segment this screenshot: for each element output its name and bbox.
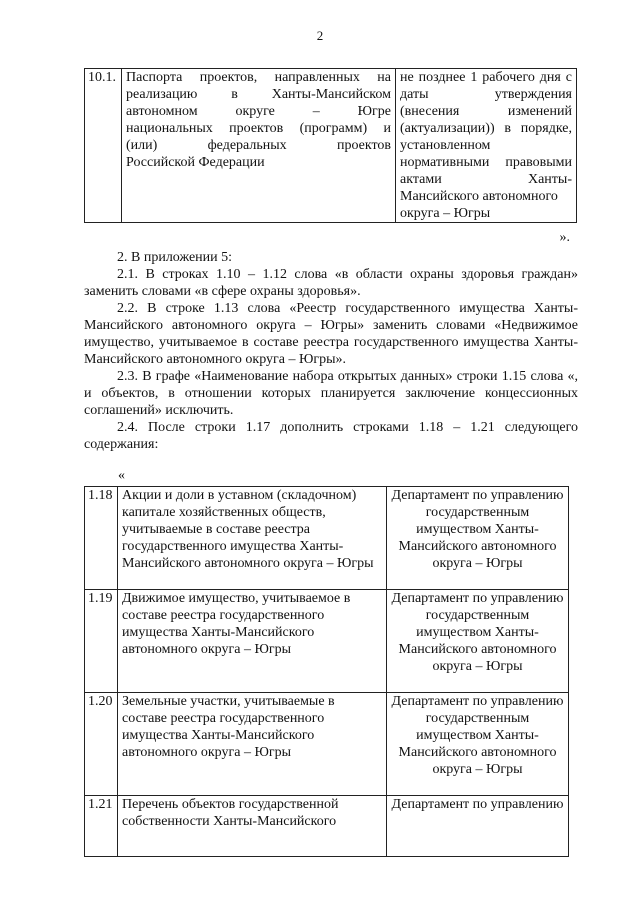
table-row xyxy=(85,590,569,693)
table-row-10-1 xyxy=(84,68,577,223)
row-term-cell xyxy=(396,69,577,223)
row-department: Департамент по управлению государственным имуществом Ханты-Мансийского автономного округа – Югры xyxy=(387,693,569,796)
name-line: реализацию в Ханты-Мансийском xyxy=(126,87,391,102)
row-department: Департамент по управлению xyxy=(387,796,569,857)
term-line: (актуализации)) в порядке, xyxy=(400,121,572,136)
term-line: (внесения изменений xyxy=(400,104,572,119)
name-line: Российской Федерации xyxy=(126,155,265,170)
row-number: 1.18 xyxy=(85,487,118,590)
row-name: Акции и доли в уставном (складочном) капитале хозяйственных обществ, учитываемые в составе реестра государственного имущества Ханты-Мансийского автономного округа – Югры xyxy=(118,487,387,590)
name-line: Паспорта проектов, направленных на xyxy=(126,70,391,85)
name-line: национальных проектов (программ) и xyxy=(126,121,391,136)
name-line: автономном округе – Югре xyxy=(126,104,391,119)
row-name: Перечень объектов государственной собственности Ханты-Мансийского xyxy=(118,796,387,857)
added-rows-table xyxy=(84,486,569,857)
name-line: (или) федеральных проектов xyxy=(126,138,391,153)
term-line: актами Ханты- xyxy=(400,172,572,187)
paragraph: 2.4. После строки 1.17 дополнить строками 1.18 – 1.21 следующего содержания: xyxy=(84,420,578,452)
paragraph: 2. В приложении 5: xyxy=(117,250,233,265)
term-line: Мансийского автономного округа – Югры xyxy=(400,189,558,221)
term-line: даты утверждения xyxy=(400,87,572,102)
closing-quote: ». xyxy=(559,230,570,245)
table-row xyxy=(85,796,569,857)
term-line: не позднее 1 рабочего дня с xyxy=(400,70,572,85)
row-number: 1.21 xyxy=(85,796,118,857)
row-number: 10.1. xyxy=(85,69,122,223)
row-name-cell xyxy=(122,69,396,223)
table-row xyxy=(85,487,569,590)
row-number: 1.19 xyxy=(85,590,118,693)
term-line: нормативными правовыми xyxy=(400,155,572,170)
row-name: Земельные участки, учитываемые в составе реестра государственного имущества Ханты-Мансийского автономного округа – Югры xyxy=(118,693,387,796)
paragraph: 2.1. В строках 1.10 – 1.12 слова «в области охраны здоровья граждан» заменить словами «в сфере охраны здоровья». xyxy=(84,267,578,299)
row-department: Департамент по управлению государственным имуществом Ханты-Мансийского автономного округа – Югры xyxy=(387,487,569,590)
amendment-paragraphs xyxy=(84,249,578,453)
open-quote: « xyxy=(118,468,125,483)
row-name: Движимое имущество, учитываемое в составе реестра государственного имущества Ханты-Мансийского автономного округа – Югры xyxy=(118,590,387,693)
row-number: 1.20 xyxy=(85,693,118,796)
paragraph: 2.3. В графе «Наименование набора открытых данных» строки 1.15 слова «, и объектов, в отношении которых планируется заключение концессионных соглашений» исключить. xyxy=(84,369,578,418)
row-department: Департамент по управлению государственным имуществом Ханты-Мансийского автономного округа – Югры xyxy=(387,590,569,693)
table-row xyxy=(85,693,569,796)
paragraph: 2.2. В строке 1.13 слова «Реестр государственного имущества Ханты-Мансийского автономного округа – Югры» заменить словами «Недвижимое имущество, учитываемое в составе реестра государственного имущества Ханты-Мансийского автономного округа – Югры». xyxy=(84,301,578,367)
term-line: установленном xyxy=(400,138,491,153)
page-number: 2 xyxy=(316,28,324,43)
